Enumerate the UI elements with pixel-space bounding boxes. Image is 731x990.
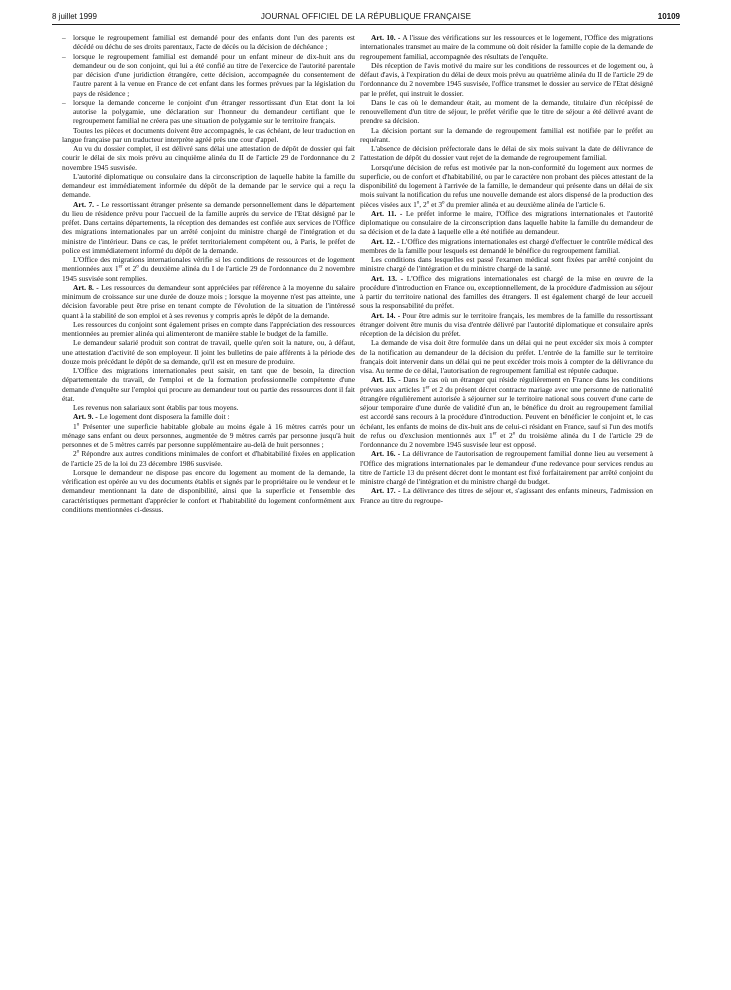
article-11	[360, 209, 653, 237]
text-run: du deuxième alinéa du I de l'article 29 de l'ordonnance du 2 novembre 1945 susvisée sont remplies.	[62, 264, 355, 283]
paragraph: Les ressources du conjoint sont également prises en compte dans l'appréciation des ressources mentionnées au premier alinéa qui alimenteront de manière stable le budget de la famille.	[62, 319, 355, 338]
text-run: Présenter une superficie habitable globale au moins égale à 16 mètres carrés pour un ménage sans enfant ou deux personnes, augmentée de 9 mètres carrés par personne jusqu'à huit personnes et de 5 mètres carrés par personne supplémentaire au-delà de huit personnes ;	[62, 421, 355, 449]
paragraph	[62, 422, 355, 450]
list-item-text: lorsque le regroupement familial est demandé pour des enfants dont l'un des parents est décédé ou déchu de ses droits parentaux, l'acte de décès ou la décision de déchéance ;	[73, 33, 355, 52]
text-run: Répondre aux autres conditions minimales de confort et d'habitabilité fixées en application de l'article 25 de la loi du 23 décembre 1986 susvisée.	[62, 449, 355, 468]
article-13	[360, 274, 653, 311]
article-8	[62, 283, 355, 320]
text-run: et 2	[496, 430, 513, 440]
paragraph: Dès réception de l'avis motivé du maire sur les conditions de ressources et de logement ou, à défaut d'avis, à l'expiration du délai de deux mois prévu au quatrième alinéa du II de l'article 29 de l'ordonnance du 2 novembre 1945 susvisée, l'office transmet le dossier au service de l'Etat désigné par le préfet, qui instruit le dossier.	[360, 60, 653, 98]
article-label: Art. 9. -	[73, 412, 98, 422]
article-17	[360, 486, 653, 505]
header-rule	[52, 24, 680, 25]
paragraph: Dans le cas où le demandeur était, au moment de la demande, titulaire d'un récépissé de renouvellement d'un titre de séjour, le préfet vérifie que le titre de séjour a été délivré avant de prendre sa décision.	[360, 97, 653, 126]
paragraph: La décision portant sur la demande de regroupement familial est notifiée par le préfet au requérant.	[360, 125, 653, 144]
paragraph: Toutes les pièces et documents doivent être accompagnés, le cas échéant, de leur traduction en langue française par un traducteur interprète agréé près une cour d'appel.	[62, 125, 355, 144]
text-run: et 2	[122, 264, 137, 274]
paragraph: L'Office des migrations internationales peut saisir, en tant que de besoin, la direction départementale du travail, de l'emploi et de la formation professionnelle compétente d'une demande d'enquête sur l'emploi qui procure au demandeur tout ou partie des ressources dont il fait état.	[62, 366, 355, 403]
superscript: er	[492, 431, 497, 437]
list-item	[62, 98, 355, 126]
article-14	[360, 311, 653, 339]
article-text: Le ressortissant étranger présente sa demande personnellement dans le département du lieu de résidence prévu pour l'accueil de la famille auprès du service de l'Etat désigné par le préfet. Dans certains départements, la réception des demandes est confiée aux services de l'Office des migrations internationales par un arrêté conjoint du ministre chargé de l'intégration et du ministre de l'intérieur. Dans ce cas, le préfet territorialement compétent ou, à Paris, le préfet de police est immédiatement informé du dépôt de la demande.	[62, 199, 355, 255]
text-run: , 2	[419, 199, 427, 209]
publication-date: 8 juillet 1999	[52, 12, 97, 21]
list-dash: –	[62, 51, 66, 61]
left-column	[62, 33, 355, 514]
article-text: L'Office des migrations internationales est chargé d'effectuer le contrôle médical des membres de la famille pour lesquels est demandé le bénéfice du regroupement familial.	[360, 236, 653, 255]
article-text: A l'issue des vérifications sur les ressources et le logement, l'Office des migrations internationales transmet au maire de la commune où doit résider la famille copie de la demande de regroupement familial, accompagnée des résultats de l'enquête.	[360, 33, 653, 61]
superscript: er	[425, 385, 430, 391]
list-dash: –	[62, 33, 66, 42]
article-7	[62, 200, 355, 256]
article-text: L'Office des migrations internationales est chargé de la mise en œuvre de la procédure d'introduction en France ou, exceptionnellement, de la procédure d'admission au séjour à partir du territoire national des familles des étrangers. Il est également chargé de leur accueil sous la responsabilité du préfet.	[360, 273, 653, 311]
paragraph: Les revenus non salariaux sont établis par tous moyens.	[73, 403, 239, 412]
superscript: o	[76, 422, 80, 428]
article-text: Pour être admis sur le territoire français, les membres de la famille du ressortissant étranger doivent être munis du visa d'entrée délivré par l'autorité diplomatique et consulaire après réception de la décision du préfet.	[360, 310, 653, 338]
article-label: Art. 16. -	[371, 449, 401, 459]
text-run: Lorsqu'une décision de refus est motivée par la non-conformité du logement aux normes de superficie, ou de confort et d'habitabilité, ou par le caractère non probant des pièces attestant de la disponibilité du logement à l'arrivée de la famille, le demandeur qui présente dans un délai de six mois suivant la notification du refus une nouvelle demande est alors dispensé de la production des pièces visées aux 1	[360, 162, 653, 209]
text-run: 1	[73, 421, 77, 431]
list-dash: –	[62, 97, 66, 107]
article-text: Le logement dont disposera la famille doit :	[99, 412, 230, 422]
text-run: Dans le cas où un étranger qui réside régulièrement en France dans les conditions prévues aux articles 1	[360, 375, 653, 394]
page-number: 10109	[657, 12, 680, 21]
paragraph: Le demandeur salarié produit son contrat de travail, quelle qu'en soit la nature, ou, à défaut, une attestation d'activité de son employeur. Il joint les bulletins de paie afférents à la période des douze mois précédant le dépôt de sa demande, qu'il est en mesure de produire.	[62, 338, 355, 366]
article-16	[360, 449, 653, 486]
text-run: et 3	[429, 199, 443, 209]
article-15	[360, 375, 653, 449]
journal-title: JOURNAL OFFICIEL DE LA RÉPUBLIQUE FRANÇAISE	[260, 12, 472, 21]
superscript: o	[136, 264, 139, 270]
article-9	[62, 412, 355, 421]
article-label: Art. 12. -	[371, 236, 400, 246]
list-item	[62, 33, 355, 52]
article-text: La délivrance des titres de séjour et, s'agissant des enfants mineurs, l'admission en France au titre du regroupe-	[360, 486, 654, 505]
article-label: Art. 17. -	[371, 486, 401, 496]
article-text: La délivrance de l'autorisation de regroupement familial donne lieu au versement à l'Office des migrations internationales par le demandeur d'une redevance pour services rendus au titre de l'article 13 du présent décret dont le montant est fixé forfaitairement par arrêté conjoint du ministre chargé de l'intégration et du ministre chargé du budget.	[360, 449, 653, 486]
paragraph: Au vu du dossier complet, il est délivré sans délai une attestation de dépôt de dossier qui fait courir le délai de six mois prévu au cinquième alinéa du II de l'article 29 de l'ordonnance du 2 novembre 1945 susvisée.	[62, 144, 355, 172]
superscript: o	[426, 200, 430, 206]
superscript: er	[118, 264, 123, 270]
paragraph: L'autorité diplomatique ou consulaire dans la circonscription de laquelle habite la famille du demandeur est immédiatement informée du dépôt de la demande par le service qui a reçu la demande.	[62, 171, 355, 200]
text-run: du troisième alinéa du I de l'article 29 de l'ordonnance du 2 novembre 1945 susvisée leur est opposé.	[360, 430, 653, 449]
text-run: du premier alinéa et au deuxième alinéa de l'article 6.	[444, 199, 606, 209]
article-label: Art. 10. -	[371, 33, 401, 42]
article-12	[360, 237, 653, 256]
superscript: o	[76, 449, 80, 455]
article-label: Art. 11. -	[371, 208, 403, 218]
article-text: Les ressources du demandeur sont appréciées par référence à la moyenne du salaire minimum de croissance sur une durée de douze mois ; lorsque la moyenne n'est pas atteinte, une décision favorable peut être prise en tenant compte de l'évolution de la situation de l'intéressé quant à la stabilité de son emploi et à ses revenus y compris après le dépôt de la demande.	[62, 282, 355, 320]
list-item-text: lorsque le regroupement familial est demandé pour un enfant mineur de dix-huit ans du demandeur ou de son conjoint, qui lui a été confié au titre de l'exercice de l'autorité parentale par décision d'une juridiction étrangère, cette décision, accompagnée du consentement de l'autre parent à la venue en France de cet enfant dans les formes prévues par la législation du pays de résidence ;	[73, 51, 355, 98]
article-label: Art. 14. -	[371, 310, 401, 320]
text-run: et 2 du présent décret contracte mariage avec une personne de nationalité étrangère régulièrement autorisée à séjourner sur le territoire national sous couvert d'une carte de séjour temporaire d'une durée de validité d'un an, le bénéfice du droit au regroupement familial est accordé sans recours à la procédure d'introduction. Peuvent en bénéficier le conjoint et, le cas échéant, les enfants de moins de dix-huit ans de celui-ci résidant en France, sauf si l'un des motifs de refus ou d'exclusion mentionnés aux 1	[360, 384, 653, 440]
paragraph	[62, 255, 355, 283]
paragraph: L'absence de décision préfectorale dans le délai de six mois suivant la date de délivrance de l'attestation de dépôt du dossier vaut rejet de la demande de regroupement familial.	[360, 144, 653, 163]
superscript: o	[512, 431, 516, 437]
paragraph: La demande de visa doit être formulée dans un délai qui ne peut excéder six mois à compter de la notification au demandeur de la décision du préfet. L'entrée de la famille sur le territoire français doit intervenir dans un délai qui ne peut excéder trois mois à compter de la délivrance du visa. Au terme de ce délai, l'autorisation de regroupement familial est réputée caduque.	[360, 338, 653, 375]
list-item	[62, 52, 355, 98]
article-label: Art. 7. -	[73, 199, 99, 209]
article-label: Art. 15. -	[371, 375, 401, 385]
paragraph	[360, 163, 653, 209]
paragraph	[62, 449, 355, 468]
superscript: o	[442, 200, 445, 206]
article-text: Le préfet informe le maire, l'Office des migrations internationales et l'autorité diplomatique ou consulaire de la circonscription dans laquelle habite la famille du demandeur de sa décision et de la date à laquelle elle a été notifiée au demandeur.	[360, 208, 654, 237]
article-label: Art. 8. -	[73, 282, 99, 292]
paragraph: Les conditions dans lesquelles est passé l'examen médical sont fixées par arrêté conjoint du ministre chargé de l'intégration et du ministre chargé de la santé.	[360, 255, 653, 274]
right-column	[360, 33, 653, 505]
paragraph: Lorsque le demandeur ne dispose pas encore du logement au moment de la demande, la vérification est opérée au vu des documents établis et signés par le propriétaire ou le vendeur et le demandeur mentionnant la date de disponibilité, ainsi que la superficie et l'ensemble des caractéristiques permettant d'apprécier le confort et l'habitabilité du logement conformément aux conditions mentionnées ci-dessus.	[62, 467, 355, 514]
text-run: L'Office des migrations internationales vérifie si les conditions de ressources et de logement mentionnées aux 1	[62, 255, 355, 274]
superscript: o	[416, 200, 420, 206]
text-run: 2	[73, 449, 77, 459]
article-10	[360, 33, 653, 61]
article-label: Art. 13. -	[371, 273, 404, 283]
list-item-text: lorsque la demande concerne le conjoint d'un étranger ressortissant d'un Etat dont la loi autorise la polygamie, une déclaration sur l'honneur du demandeur certifiant que le regroupement familial ne créera pas une situation de polygamie sur le territoire français.	[73, 97, 355, 126]
